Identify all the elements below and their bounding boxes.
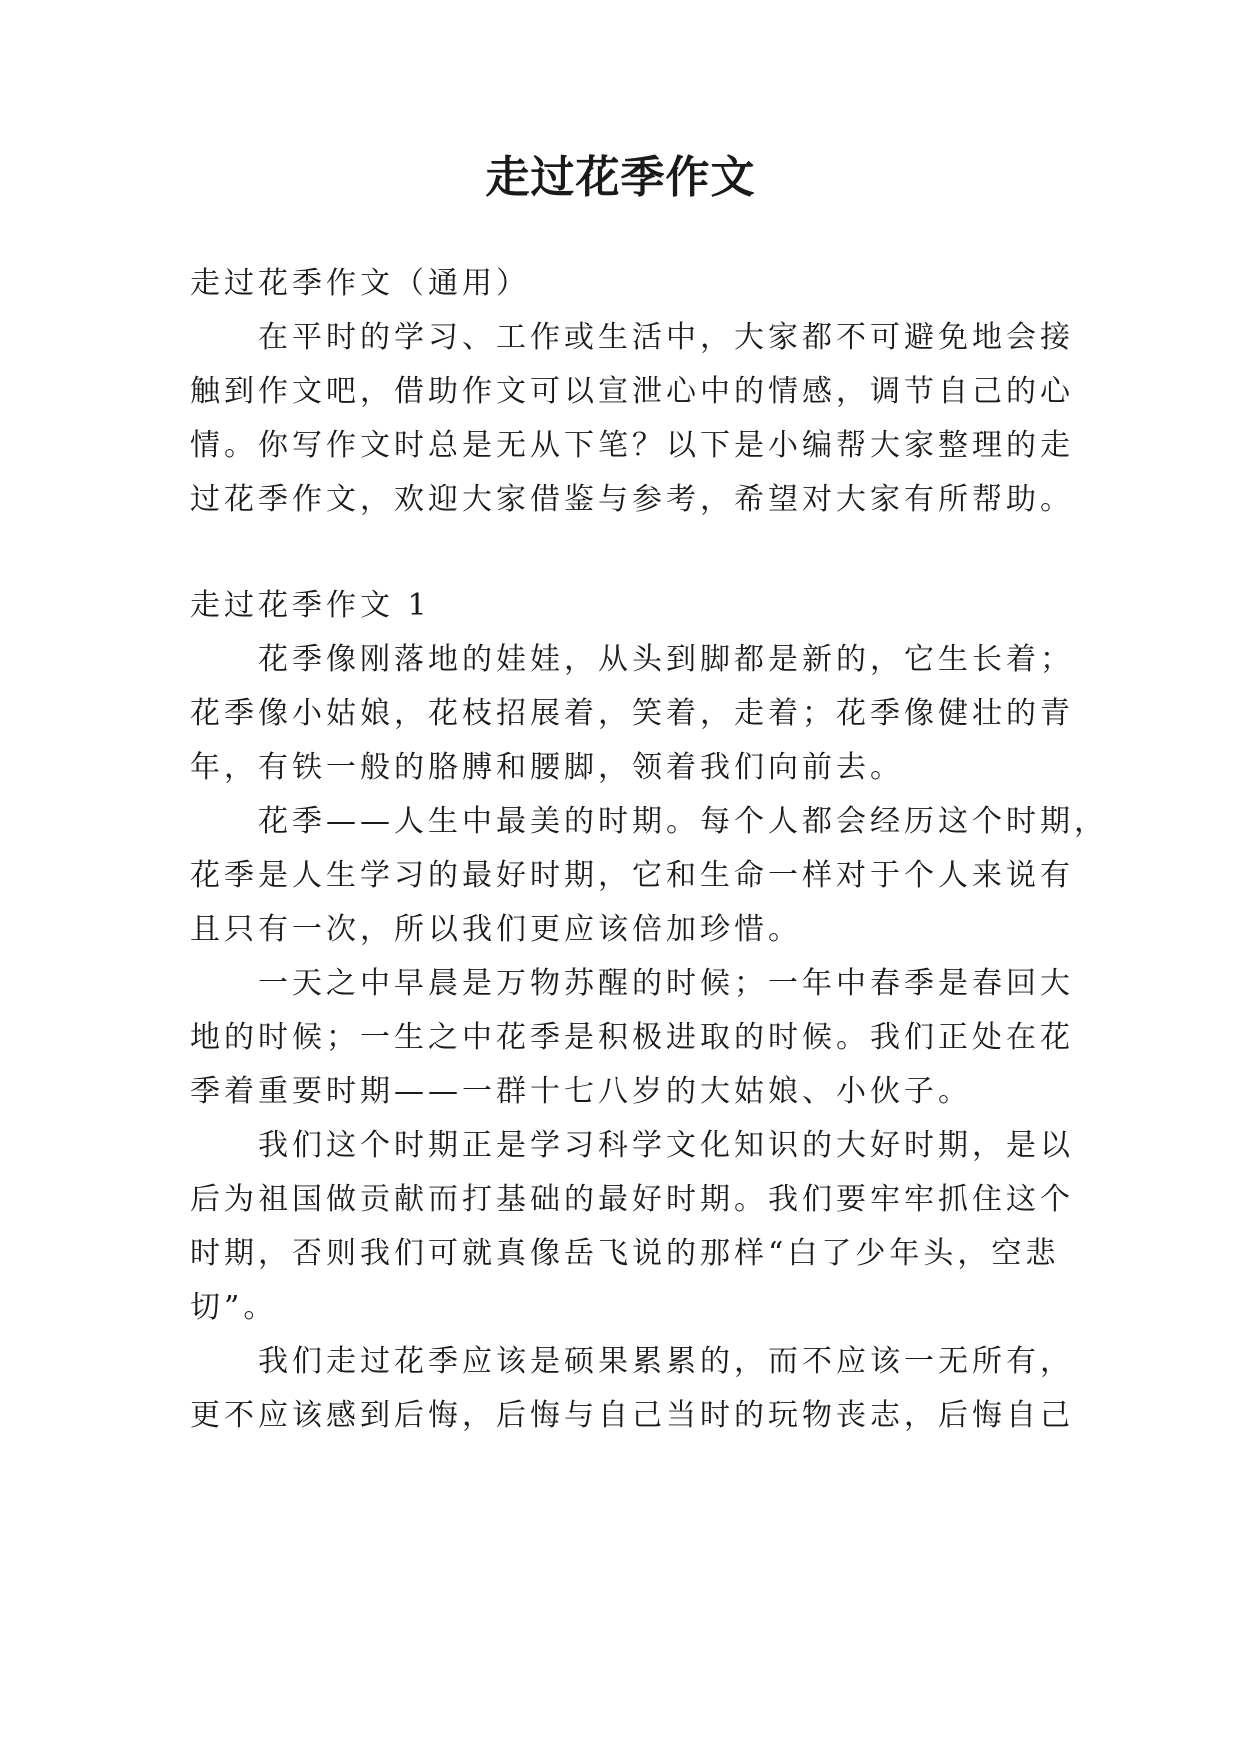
- paragraph-line: 花季——人生中最美的时期。每个人都会经历这个时期，: [258, 804, 1108, 839]
- paragraph-line: 更不应该感到后悔，后悔与自己当时的玩物丧志，后悔自己: [190, 1398, 1074, 1433]
- paragraph-line: 我们走过花季应该是硕果累累的，而不应该一无所有，: [258, 1344, 1074, 1379]
- paragraph-line: 情。你写作文时总是无从下笔？以下是小编帮大家整理的走: [190, 428, 1074, 463]
- paragraph-line: 花季像小姑娘，花枝招展着，笑着，走着；花季像健壮的青: [190, 696, 1074, 731]
- subtitle-line: 走过花季作文（通用）: [190, 266, 530, 301]
- section-heading: 走过花季作文 1: [190, 588, 431, 623]
- paragraph-line: 地的时候；一生之中花季是积极进取的时候。我们正处在花: [190, 1020, 1074, 1055]
- paragraph-line: 我们这个时期正是学习科学文化知识的大好时期，是以: [258, 1128, 1074, 1163]
- paragraph-line: 触到作文吧，借助作文可以宣泄心中的情感，调节自己的心: [190, 374, 1074, 409]
- paragraph-line: 且只有一次，所以我们更应该倍加珍惜。: [190, 912, 802, 947]
- paragraph-line: 季着重要时期——一群十七八岁的大姑娘、小伙子。: [190, 1074, 972, 1109]
- paragraph-line: 时期，否则我们可就真像岳飞说的那样“白了少年头，空悲: [190, 1236, 1060, 1271]
- paragraph-line: 花季像刚落地的娃娃，从头到脚都是新的，它生长着；: [258, 642, 1074, 677]
- paragraph-line: 切”。: [190, 1290, 278, 1325]
- paragraph-line: 年，有铁一般的胳膊和腰脚，领着我们向前去。: [190, 750, 904, 785]
- paragraph-line: 花季是人生学习的最好时期，它和生命一样对于个人来说有: [190, 858, 1074, 893]
- paragraph-line: 后为祖国做贡献而打基础的最好时期。我们要牢牢抓住这个: [190, 1182, 1074, 1217]
- paragraph-line: 在平时的学习、工作或生活中，大家都不可避免地会接: [258, 320, 1074, 355]
- document-title: 走过花季作文: [485, 152, 756, 203]
- paragraph-line: 一天之中早晨是万物苏醒的时候；一年中春季是春回大: [258, 966, 1074, 1001]
- paragraph-line: 过花季作文，欢迎大家借鉴与参考，希望对大家有所帮助。: [190, 482, 1074, 517]
